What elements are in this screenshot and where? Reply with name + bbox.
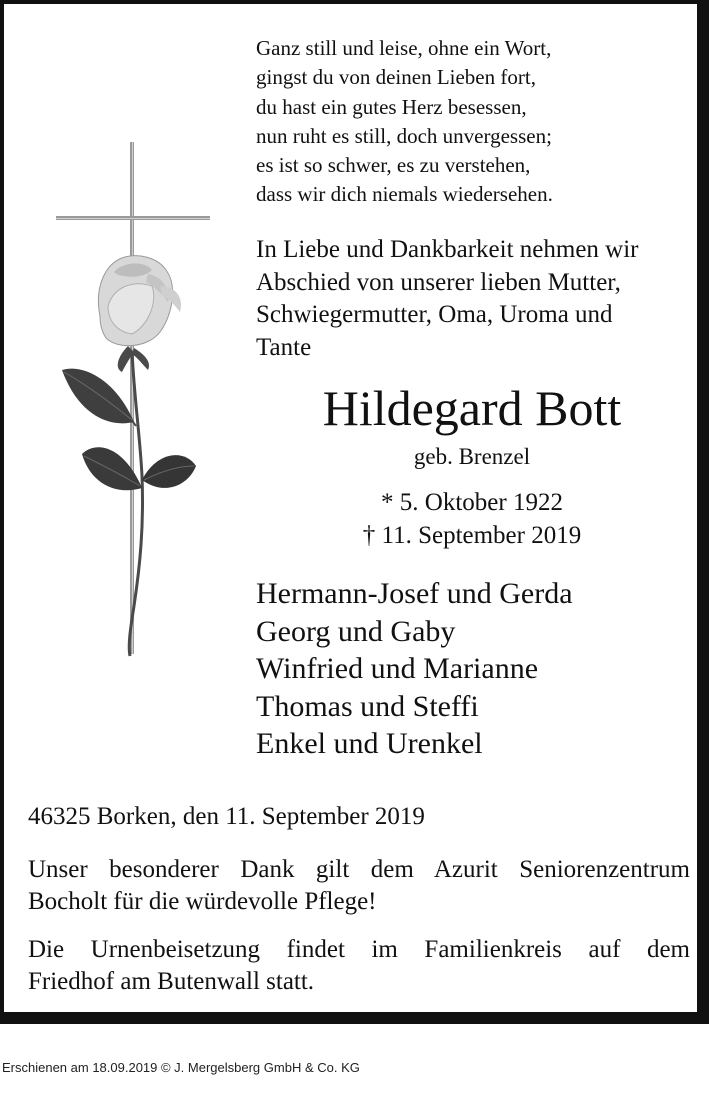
intro-line: Schwiegermutter, Oma, Uroma und [256, 301, 613, 329]
thanks-paragraph [28, 854, 690, 918]
poem [256, 34, 676, 210]
family-list [256, 575, 686, 763]
death-date: † 11. September 2019 [362, 522, 582, 549]
poem-line: es ist so schwer, es zu verstehen, [256, 153, 531, 178]
thanks-line: Bocholt für die würdevolle Pflege! [28, 888, 377, 915]
family-member: Thomas und Steffi [256, 689, 479, 723]
family-member: Hermann-Josef und Gerda [256, 577, 573, 610]
family-member: Enkel und Urenkel [256, 727, 483, 760]
poem-line: nun ruht es still, doch unvergessen; [256, 123, 552, 148]
poem-line: Ganz still und leise, ohne ein Wort, [256, 36, 552, 60]
intro-line: Abschied von unserer lieben Mutter, [256, 268, 621, 296]
cross-with-rose-icon [48, 136, 218, 664]
place-date: 46325 Borken, den 11. September 2019 [28, 803, 425, 830]
poem-line: dass wir dich niemals wiedersehen. [256, 182, 553, 207]
birth-date: * 5. Oktober 1922 [381, 489, 563, 516]
maiden-name: geb. Brenzel [413, 444, 531, 469]
burial-paragraph [28, 934, 690, 998]
burial-line: Die Urnenbeisetzung findet im Familienkreis auf dem [28, 936, 690, 963]
intro-line: In Liebe und Dankbarkeit nehmen wir [256, 236, 639, 263]
family-member: Winfried und Marianne [256, 652, 539, 685]
family-member: Georg und Gaby [256, 614, 456, 648]
thanks-line: Unser besonderer Dank gilt dem Azurit Seniorenzentrum [28, 856, 690, 883]
deceased-name: Hildegard Bott [322, 380, 622, 436]
intro-text [256, 234, 686, 364]
poem-line: gingst du von deinen Lieben fort, [256, 65, 536, 90]
publication-footer: Erschienen am 18.09.2019 © J. Mergelsberg GmbH & Co. KG [2, 1060, 360, 1075]
poem-line: du hast ein gutes Herz besessen, [256, 94, 527, 119]
burial-line: Friedhof am Butenwall statt. [28, 968, 315, 995]
intro-line: Tante [256, 333, 312, 361]
